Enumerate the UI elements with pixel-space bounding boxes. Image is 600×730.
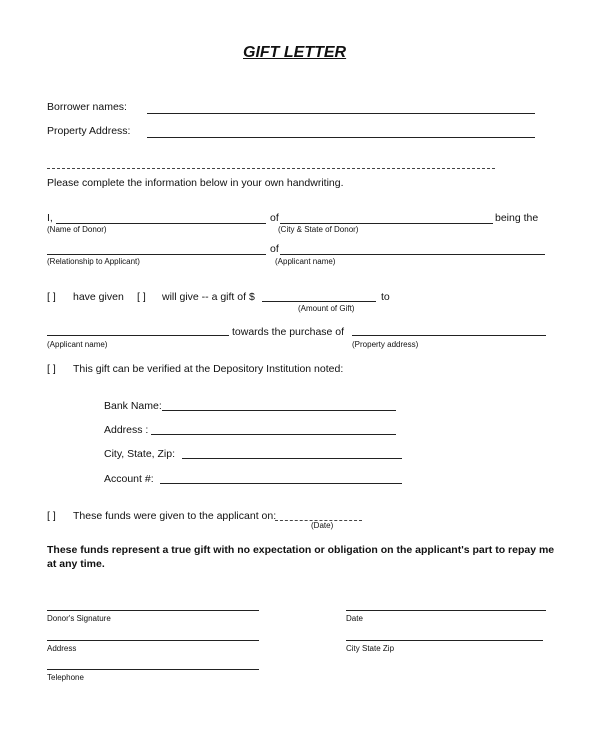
page-title: GIFT LETTER (243, 44, 347, 61)
property-address-field[interactable] (147, 137, 535, 138)
city-state-zip-label: City State Zip (346, 644, 395, 653)
property-address-label: Property Address: (47, 125, 131, 137)
verify-checkbox[interactable]: [ ] (47, 363, 56, 375)
donor-name-field[interactable] (56, 223, 266, 224)
funds-text: These funds were given to the applicant on: (73, 510, 277, 522)
donor-signature-label: Donor's Signature (47, 614, 111, 623)
purchase-applicant-caption: (Applicant name) (47, 340, 108, 349)
relationship-field[interactable] (47, 254, 266, 255)
donor-city-state-zip-field[interactable] (346, 640, 543, 641)
instruction-text: Please complete the information below in your own handwriting. (47, 177, 344, 189)
relationship-caption: (Relationship to Applicant) (47, 257, 140, 266)
borrower-names-label: Borrower names: (47, 101, 127, 113)
gift-to: to (381, 291, 390, 303)
bank-address-label: Address : (104, 424, 149, 436)
donor-of: of (270, 212, 279, 224)
will-give-checkbox[interactable]: [ ] (137, 291, 146, 303)
bank-city-label: City, State, Zip: (104, 448, 175, 460)
date-caption: (Date) (311, 521, 334, 530)
bank-address-field[interactable] (151, 434, 396, 435)
have-given-label: have given (73, 291, 124, 303)
will-give-label: will give -- a gift of $ (162, 291, 255, 303)
amount-caption: (Amount of Gift) (298, 304, 355, 313)
funds-checkbox[interactable]: [ ] (47, 510, 56, 522)
applicant-name-field[interactable] (280, 254, 545, 255)
bank-name-field[interactable] (162, 410, 396, 411)
donor-city-caption: (City & State of Donor) (278, 225, 359, 234)
donor-suffix: being the (495, 212, 539, 224)
donor-address-field[interactable] (47, 640, 259, 641)
donor-prefix: I, (47, 212, 53, 224)
account-label: Account #: (104, 473, 154, 485)
telephone-field[interactable] (47, 669, 259, 670)
gift-amount-field[interactable] (262, 301, 376, 302)
section-divider (47, 168, 495, 169)
purchase-applicant-field[interactable] (47, 335, 229, 336)
account-field[interactable] (160, 483, 402, 484)
signature-date-label: Date (346, 614, 363, 623)
purchase-property-field[interactable] (352, 335, 546, 336)
gift-statement: These funds represent a true gift with no expectation or obligation on the applicant's part to repay me at any time. (47, 544, 555, 570)
donor-city-field[interactable] (280, 223, 493, 224)
applicant-name-caption: (Applicant name) (275, 257, 336, 266)
verify-text: This gift can be verified at the Depository Institution noted: (73, 363, 344, 375)
towards-label: towards the purchase of (232, 326, 345, 338)
have-given-checkbox[interactable]: [ ] (47, 291, 56, 303)
relation-of: of (270, 243, 279, 255)
bank-name-label: Bank Name: (104, 400, 162, 412)
donor-name-caption: (Name of Donor) (47, 225, 107, 234)
signature-date-field[interactable] (346, 610, 546, 611)
donor-signature-field[interactable] (47, 610, 259, 611)
telephone-label: Telephone (47, 673, 84, 682)
borrower-names-field[interactable] (147, 113, 535, 114)
purchase-property-caption: (Property address) (352, 340, 419, 349)
bank-city-field[interactable] (182, 458, 402, 459)
donor-address-label: Address (47, 644, 77, 653)
